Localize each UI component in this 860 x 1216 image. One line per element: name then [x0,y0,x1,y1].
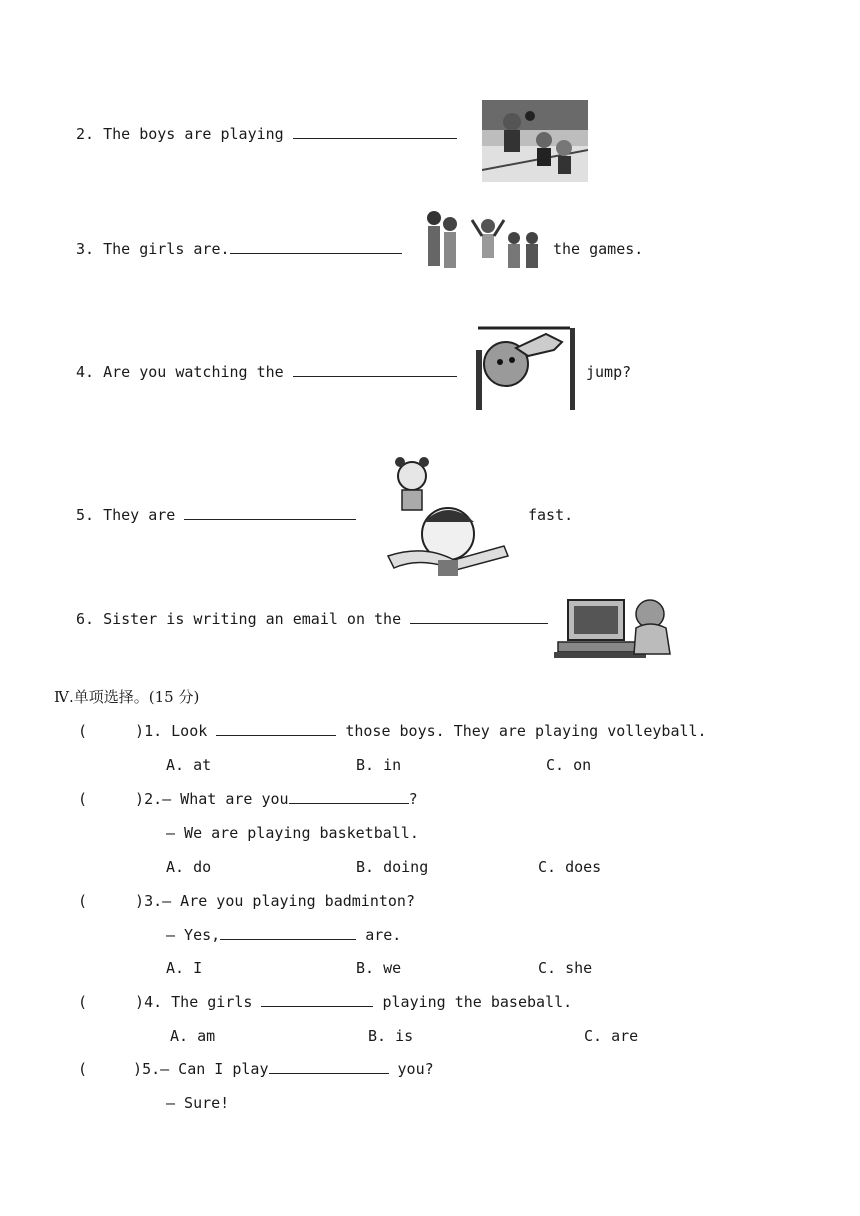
option-a[interactable]: A. do [166,858,212,876]
option-c[interactable]: C. she [538,959,593,977]
question-4: ( )4. The girls playing the baseball. [78,993,573,1011]
answer-blank[interactable] [269,1059,389,1074]
option-b[interactable]: B. is [368,1027,414,1045]
section-title: Ⅳ.单项选择。(15 分) [54,688,200,706]
answer-line: — Sure! [166,1094,230,1112]
fill-item-3-after: the games. [553,240,644,258]
answer-blank[interactable] [289,789,409,804]
answer-line: — We are playing basketball. [166,824,419,842]
option-a[interactable]: A. I [166,959,203,977]
computer-icon [554,592,678,660]
running-icon [384,452,516,586]
answer-blank[interactable] [261,992,373,1007]
cheering-icon [420,204,544,288]
basketball-icon [482,100,588,182]
fill-item-6: 6. Sister is writing an email on the [76,609,548,629]
option-c[interactable]: C. are [584,1027,639,1045]
answer-blank[interactable] [230,239,402,254]
fill-item-4: 4. Are you watching the [76,362,457,382]
answer-blank[interactable] [220,925,356,940]
question-2: ( )2.— What are you ? [78,790,418,808]
answer-blank[interactable] [293,362,457,377]
option-b[interactable]: B. we [356,959,402,977]
fill-item-2: 2. The boys are playing [76,124,457,144]
fill-item-5: 5. They are [76,505,356,525]
fill-item-3: 3. The girls are. [76,239,402,259]
reply-line: — Yes, are. [166,926,402,944]
question-1: ( )1. Look those boys. They are playing volleyball. [78,722,707,740]
option-a[interactable]: A. at [166,756,212,774]
fill-item-5-after: fast. [528,506,574,524]
answer-blank[interactable] [184,505,356,520]
question-3: ( )3.— Are you playing badminton? [78,892,415,910]
option-b[interactable]: B. in [356,756,402,774]
answer-blank[interactable] [216,721,336,736]
option-a[interactable]: A. am [170,1027,216,1045]
fill-item-4-after: jump? [586,363,632,381]
question-5: ( )5.— Can I play you? [78,1060,434,1078]
high-jump-icon [466,320,578,412]
answer-blank[interactable] [293,124,457,139]
option-b[interactable]: B. doing [356,858,429,876]
answer-blank[interactable] [410,609,548,624]
option-c[interactable]: C. does [538,858,602,876]
option-c[interactable]: C. on [546,756,592,774]
